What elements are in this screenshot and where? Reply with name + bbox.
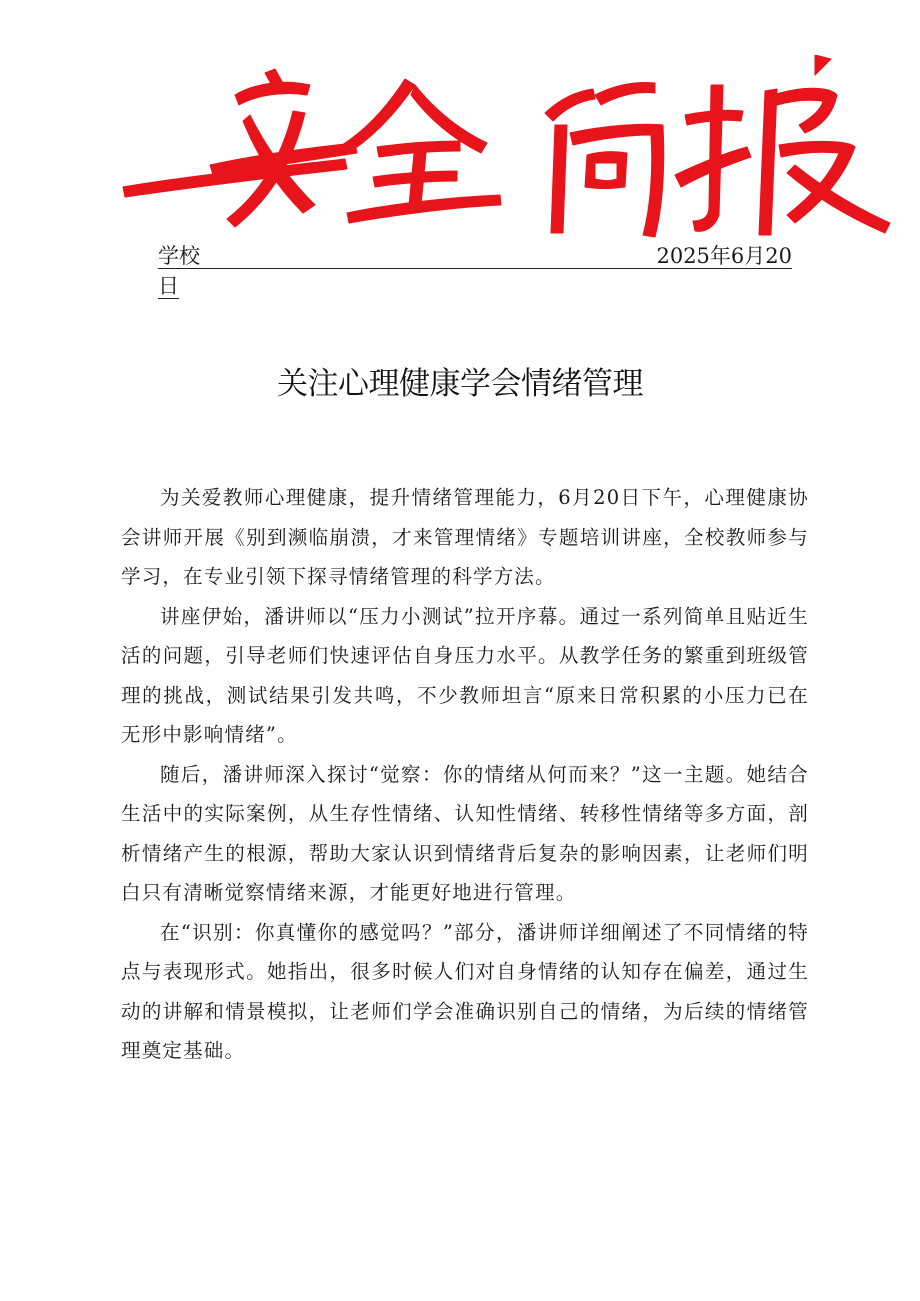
article-paragraph-2: 讲座伊始，潘讲师以“压力小测试”拉开序幕。通过一系列简单且贴近生活的问题，引导老师们快速评估自身压力水平。从教学任务的繁重到班级管理的挑战，测试结果引发共鸣，不少教师坦言“原来日常积累的小压力已在无形中影响情绪”。	[121, 604, 809, 746]
issue-date-tail	[158, 274, 179, 299]
issue-date: 2025年6月20	[656, 244, 792, 268]
article-paragraph-1: 为关爱教师心理健康，提升情绪管理能力，6月20日下午，心理健康协会讲师开展《别到濒临崩溃，才来管理情绪》专题培训讲座，全校教师参与学习，在专业引领下探寻情绪管理的科学方法。	[121, 486, 809, 588]
article-body	[121, 478, 809, 1071]
article-paragraph-3: 随后，潘讲师深入探讨“觉察：你的情绪从何而来？”这一主题。她结合生活中的实际案例，从生存性情绪、认知性情绪、转移性情绪等多方面，剖析情绪产生的根源，帮助大家认识到情绪背后复杂的影响因素，让老师们明白只有清晰觉察情绪来源，才能更好地进行管理。	[121, 762, 809, 904]
article-paragraph-4: 在“识别：你真懂你的感觉吗？”部分，潘讲师详细阐述了不同情绪的特点与表现形式。她指出，很多时候人们对自身情绪的认知存在偏差，通过生动的讲解和情景模拟，让老师们学会准确识别自己的情绪，为后续的情绪管理奠定基础。	[121, 920, 809, 1062]
masthead-logo	[115, 55, 905, 245]
article-title: 关注心理健康学会情绪管理	[277, 366, 643, 402]
school-label: 学校	[158, 244, 200, 268]
masthead-meta-line	[158, 244, 792, 269]
issue-date-tail-text: 日	[158, 274, 179, 298]
masthead-calligraphy	[115, 55, 905, 245]
